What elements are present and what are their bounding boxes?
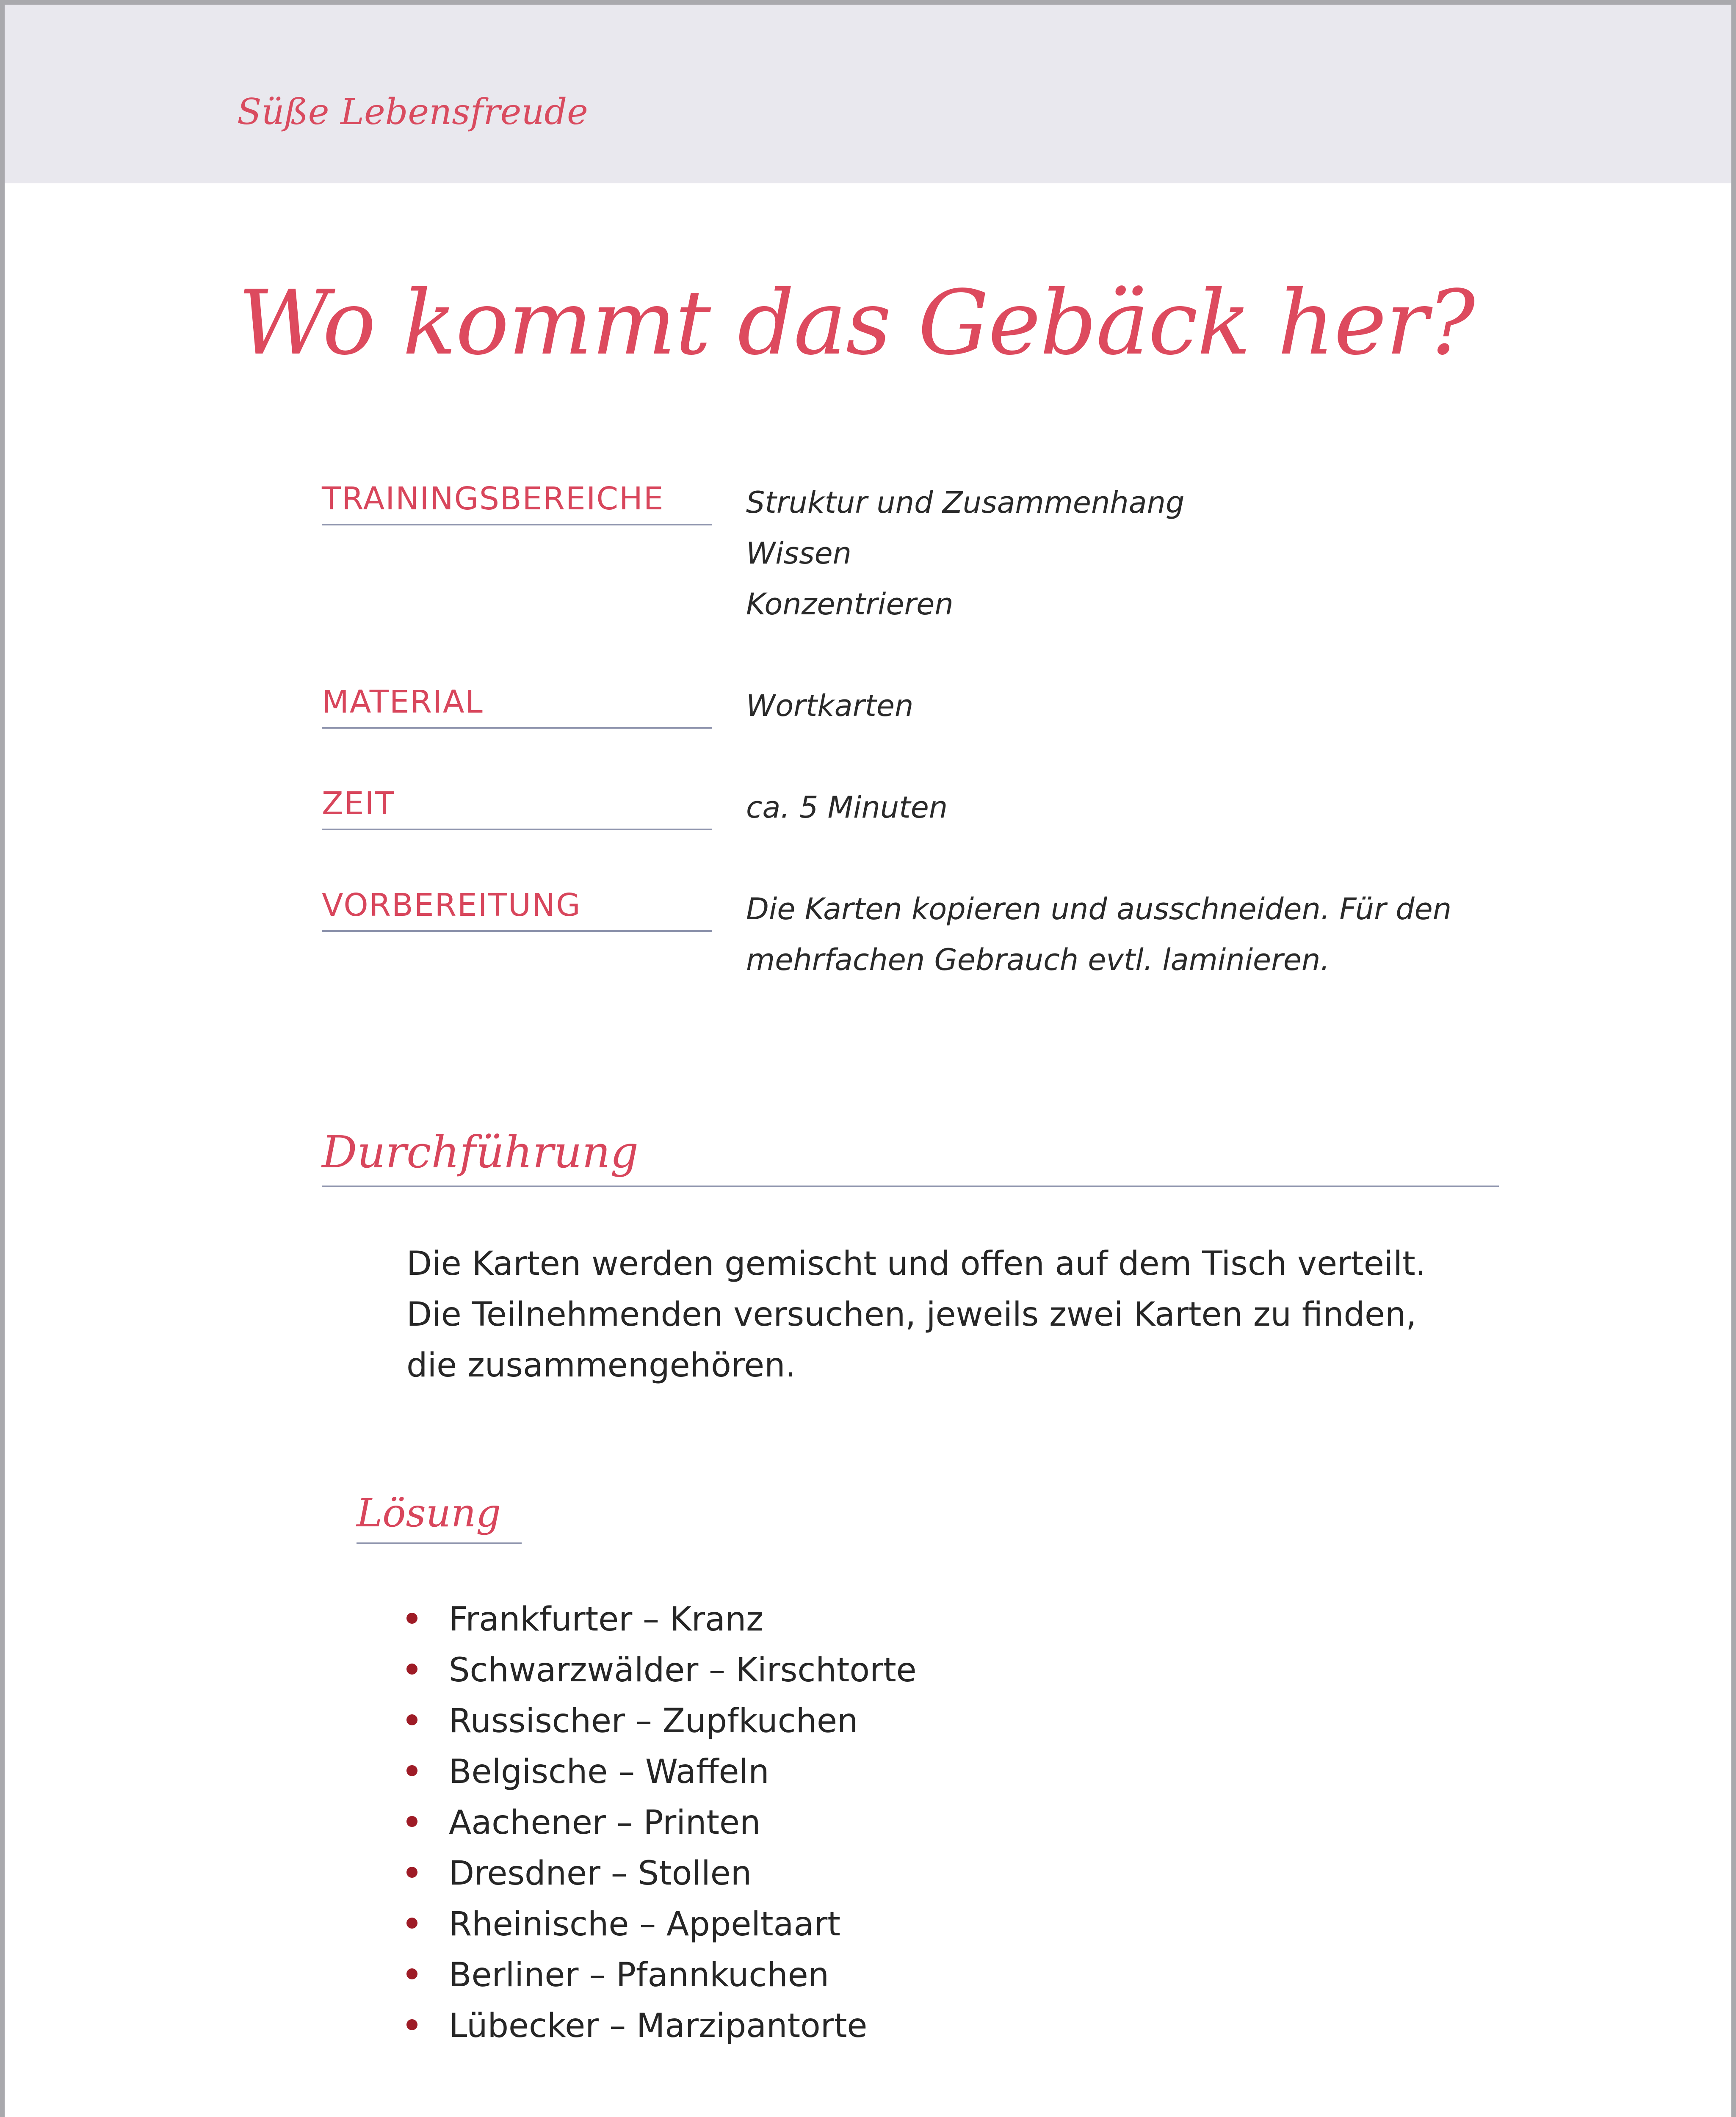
procedure-text	[406, 1238, 1426, 1391]
bullet-icon	[406, 2019, 417, 2030]
label-trainingsbereiche: TRAININGSBEREICHE	[322, 481, 712, 525]
heading-durchfuehrung: Durchführung	[322, 1126, 1499, 1187]
list-item-text: Schwarzwälder – Kirschtorte	[449, 1651, 917, 1689]
list-item-text: Russischer – Zupfkuchen	[449, 1702, 858, 1740]
list-item-text: Berliner – Pfannkuchen	[449, 1956, 829, 1994]
list-item-text: Aachener – Printen	[449, 1804, 761, 1842]
bullet-icon	[406, 1714, 417, 1725]
list-item-text: Belgische – Waffeln	[449, 1753, 769, 1791]
procedure-line-1: Die Karten werden gemischt und offen auf dem Tisch verteilt.	[406, 1245, 1426, 1283]
label-vorbereitung: VORBEREITUNG	[322, 887, 712, 932]
procedure-line-2: Die Teilnehmenden versuchen, jeweils zwei Karten zu finden,	[406, 1296, 1417, 1334]
procedure-line-3: die zusammengehören.	[406, 1346, 796, 1385]
value-material: Wortkarten	[746, 688, 914, 723]
page-title: Wo kommt das Gebäck her?	[238, 271, 1474, 375]
bullet-icon	[406, 1968, 417, 1979]
value-zeit: ca. 5 Minuten	[746, 790, 948, 825]
value-training-1: Struktur und Zusammenhang	[746, 485, 1185, 520]
label-material: MATERIAL	[322, 684, 712, 729]
bullet-icon	[406, 1918, 417, 1929]
bullet-icon	[406, 1664, 417, 1675]
value-training-2: Wissen	[746, 536, 852, 571]
list-item-text: Dresdner – Stollen	[449, 1854, 752, 1893]
bullet-icon	[406, 1867, 417, 1878]
bullet-icon	[406, 1613, 417, 1624]
running-head: Süße Lebensfreude	[237, 91, 588, 133]
bullet-icon	[406, 1816, 417, 1827]
bullet-icon	[406, 1765, 417, 1776]
value-training-3: Konzentrieren	[746, 587, 954, 622]
list-item-text: Frankfurter – Kranz	[449, 1600, 764, 1639]
heading-loesung: Lösung	[357, 1490, 522, 1544]
value-vorbereitung-1: Die Karten kopieren und ausschneiden. Für den	[746, 892, 1452, 926]
list-item-text: Lübecker – Marzipantorte	[449, 2007, 868, 2045]
label-zeit: ZEIT	[322, 785, 712, 830]
list-item-text: Rheinische – Appeltaart	[449, 1905, 840, 1943]
value-vorbereitung-2: mehrfachen Gebrauch evtl. laminieren.	[746, 942, 1330, 977]
